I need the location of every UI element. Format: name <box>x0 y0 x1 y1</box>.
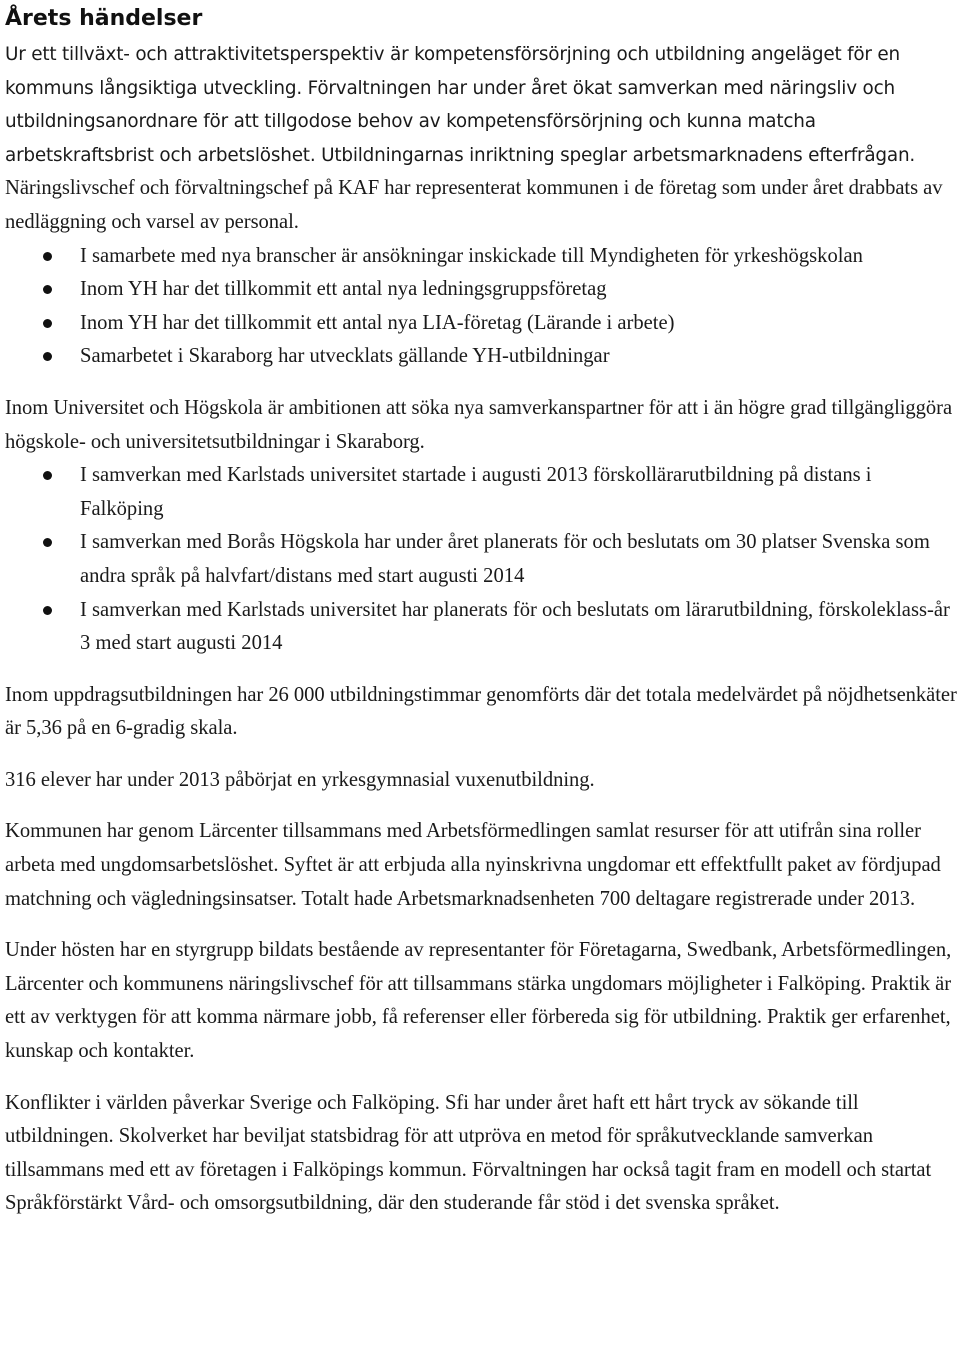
spacer <box>5 374 957 392</box>
list-item: Inom YH har det tillkommit ett antal nya LIA-företag (Lärande i arbete) <box>5 307 957 341</box>
konflikter-paragraph: Konflikter i världen påverkar Sverige och Falköping. Sfi har under året haft ett hårt tryck av sökande till utbildningen. Skolverket har beviljat statsbidrag för att utpröva en metod för språkutvecklande samverkan tillsammans med ett av företagen i Falköpings kommun. Förvaltningen har också tagit fram en modell och startat Språkförstärkt Vård- och omsorgsutbildning, där den studerande får stöd i det svenska språket. <box>5 1091 932 1215</box>
bullet-list-yh <box>5 240 957 374</box>
bullet-list-university <box>5 459 957 661</box>
intro-sans-text: Ur ett tillväxt- och attraktivitetsperspektiv är kompetensförsörjning och utbildning angeläget för en kommuns långsiktiga utveckling. Förvaltningen har under året ökat samverkan med näringsliv och utbildningsanordnare för att tillgodose behov av kompetensförsörjning och kunna matcha arbetskraftsbrist och arbetslöshet. Utbildningarnas inriktning speglar arbetsmarknadens efterfrågan. <box>5 44 916 166</box>
list-item: I samverkan med Borås Högskola har under året planerats för och beslutats om 30 platser Svenska som andra språk på halvfart/distans med start augusti 2014 <box>5 526 957 593</box>
list-item: Inom YH har det tillkommit ett antal nya ledningsgruppsföretag <box>5 273 957 307</box>
vuxenutbildning-paragraph: 316 elever har under 2013 påbörjat en yrkesgymnasial vuxenutbildning. <box>5 768 595 791</box>
document-page <box>5 0 957 1221</box>
page-title: Årets händelser <box>5 6 203 31</box>
intro-paragraph <box>5 38 957 240</box>
list-item: I samverkan med Karlstads universitet har planerats för och beslutats om lärarutbildning, förskoleklass-år 3 med start augusti 2014 <box>5 594 957 661</box>
list-item: I samverkan med Karlstads universitet startade i augusti 2013 förskollärarutbildning på distans i Falköping <box>5 459 957 526</box>
spacer <box>5 916 957 934</box>
uppdrag-paragraph: Inom uppdragsutbildningen har 26 000 utbildningstimmar genomförts där det totala medelvärdet på nöjdhetsenkäter är 5,36 på en 6-gradig skala. <box>5 683 957 740</box>
intro-serif-text: Näringslivschef och förvaltningschef på KAF har representerat kommunen i de företag som under året drabbats av nedläggning och varsel av personal. <box>5 177 943 233</box>
spacer <box>5 746 957 764</box>
spacer <box>5 797 957 815</box>
styrgrupp-paragraph: Under hösten har en styrgrupp bildats bestående av representanter för Företagarna, Swedbank, Arbetsförmedlingen, Lärcenter och kommunens näringslivschef för att tillsammans stärka ungdomars möjligheter i Falköping. Praktik är ett av verktygen för att komma närmare jobb, få referenser eller förbereda sig för utbildning. Praktik ger erfarenhet, kunskap och kontakter. <box>5 939 952 1063</box>
list-item: I samarbete med nya branscher är ansökningar inskickade till Myndigheten för yrkeshögskolan <box>5 240 957 274</box>
list-item: Samarbetet i Skaraborg har utvecklats gällande YH-utbildningar <box>5 340 957 374</box>
larcenter-paragraph: Kommunen har genom Lärcenter tillsammans med Arbetsförmedlingen samlat resurser för att utifrån sina roller arbeta med ungdomsarbetslöshet. Syftet är att erbjuda alla nyinskrivna ungdomar ett effektfullt paket av fördjupad matchning och vägledningsinsatser. Totalt hade Arbetsmarknadsenheten 700 deltagare registrerade under 2013. <box>5 820 941 910</box>
university-paragraph: Inom Universitet och Högskola är ambitionen att söka nya samverkanspartner för att i än högre grad tillgängliggöra högskole- och universitetsutbildningar i Skaraborg. <box>5 396 953 453</box>
spacer <box>5 1069 957 1087</box>
spacer <box>5 661 957 679</box>
